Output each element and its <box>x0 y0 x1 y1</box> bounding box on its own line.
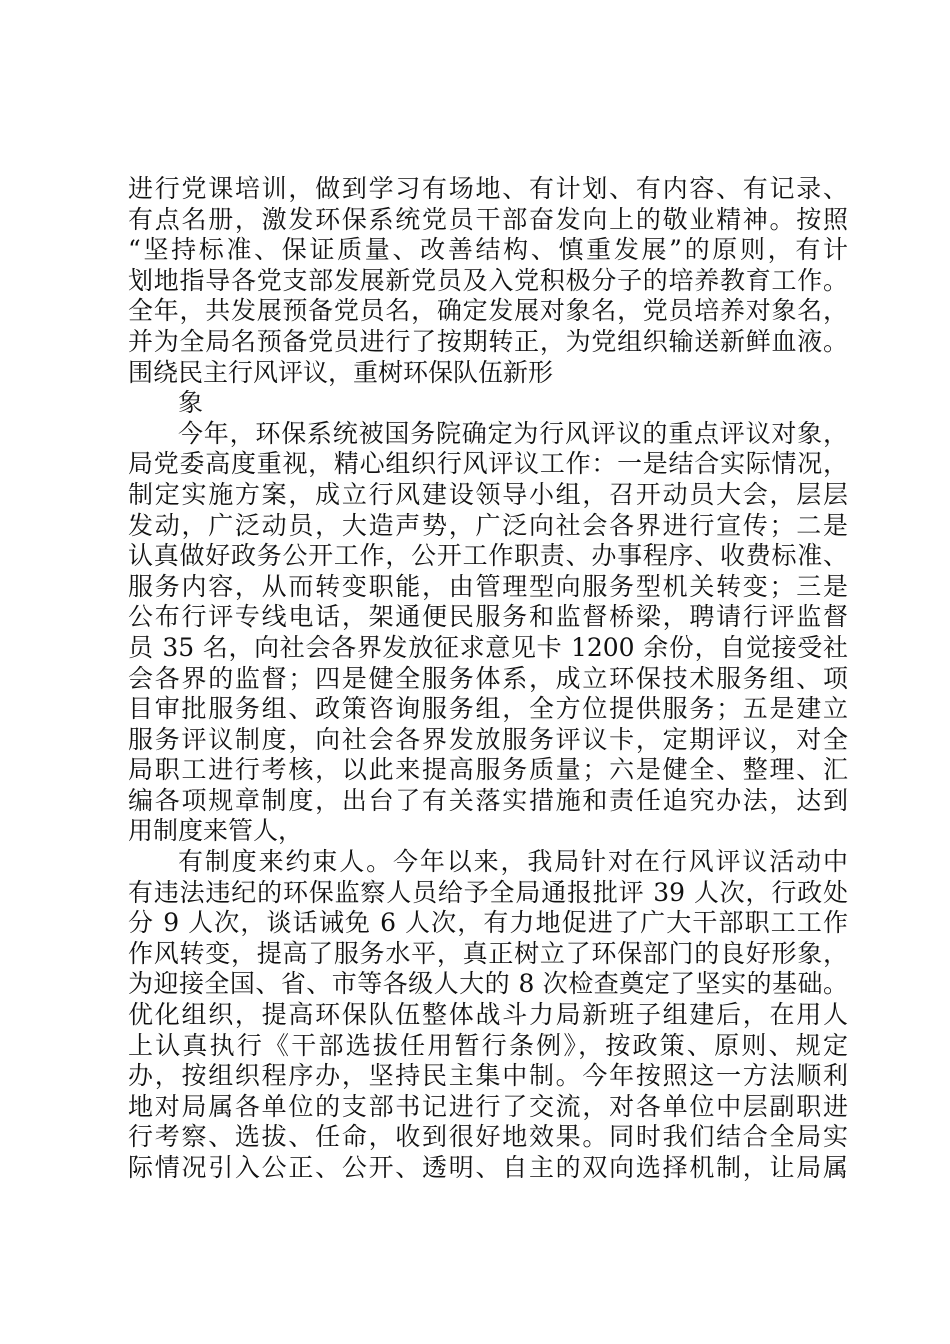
text-line: 发动，广泛动员，大造声势，广泛向社会各界进行宣传；二是 <box>128 510 848 540</box>
text-line: 局职工进行考核，以此来提高服务质量；六是健全、整理、汇 <box>128 755 848 785</box>
text-line: 办，按组织程序办，坚持民主集中制。今年按照这一方法顺利 <box>128 1061 848 1091</box>
text-line: “坚持标准、保证质量、改善结构、慎重发展”的原则，有计 <box>128 235 848 265</box>
text-line: 划地指导各党支部发展新党员及入党积极分子的培养教育工作。 <box>128 265 848 295</box>
text-line: 局党委高度重视，精心组织行风评议工作：一是结合实际情况， <box>128 449 848 479</box>
text-line: 有点名册，激发环保系统党员干部奋发向上的敬业精神。按照 <box>128 204 848 234</box>
text-line: 用制度来管人， <box>128 816 304 846</box>
text-line: 优化组织，提高环保队伍整体战斗力局新班子组建后，在用人 <box>128 1000 848 1030</box>
text-line: 认真做好政务公开工作，公开工作职责、办事程序、收费标准、 <box>128 541 848 571</box>
paragraph-first-line: 有制度来约束人。今年以来，我局针对在行风评议活动中 <box>178 847 848 877</box>
text-line: 作风转变，提高了服务水平，真正树立了环保部门的良好形象， <box>128 938 848 968</box>
text-line: 会各界的监督；四是健全服务体系，成立环保技术服务组、项 <box>128 663 848 693</box>
body-text <box>128 174 848 1184</box>
text-line: 公布行评专线电话，架通便民服务和监督桥梁，聘请行评监督 <box>128 602 848 632</box>
text-line: 目审批服务组、政策咨询服务组，全方位提供服务；五是建立 <box>128 694 848 724</box>
text-line: 服务评议制度，向社会各界发放服务评议卡，定期评议，对全 <box>128 724 848 754</box>
text-line: 分 9 人次，谈话诫免 6 人次，有力地促进了广大干部职工工作 <box>128 908 848 938</box>
text-line: 进行党课培训，做到学习有场地、有计划、有内容、有记录、 <box>128 174 848 203</box>
text-line: 编各项规章制度，出台了有关落实措施和责任追究办法，达到 <box>128 785 848 815</box>
text-line: 并为全局名预备党员进行了按期转正，为党组织输送新鲜血液。 <box>128 326 848 356</box>
text-line: 员 35 名，向社会各界发放征求意见卡 1200 余份，自觉接受社 <box>128 632 848 662</box>
text-line: 际情况引入公正、公开、透明、自主的双向选择机制，让局属 <box>128 1153 848 1182</box>
section-heading-continuation: 象 <box>178 388 204 418</box>
section-heading: 围绕民主行风评议，重树环保队伍新形 <box>128 357 554 387</box>
text-line: 上认真执行《干部选拔任用暂行条例》，按政策、原则、规定 <box>128 1030 848 1060</box>
text-line: 全年，共发展预备党员名，确定发展对象名，党员培养对象名， <box>128 296 848 326</box>
text-line: 有违法违纪的环保监察人员给予全局通报批评 39 人次，行政处 <box>128 877 848 907</box>
paragraph-first-line: 今年，环保系统被国务院确定为行风评议的重点评议对象， <box>178 418 848 448</box>
text-line: 地对局属各单位的支部书记进行了交流，对各单位中层副职进 <box>128 1091 848 1121</box>
text-line: 为迎接全国、省、市等各级人大的 8 次检查奠定了坚实的基础。 <box>128 969 848 999</box>
text-line: 制定实施方案，成立行风建设领导小组，召开动员大会，层层 <box>128 479 848 509</box>
text-line: 行考察、选拔、任命，收到很好地效果。同时我们结合全局实 <box>128 1122 848 1152</box>
text-line: 服务内容，从而转变职能，由管理型向服务型机关转变；三是 <box>128 571 848 601</box>
